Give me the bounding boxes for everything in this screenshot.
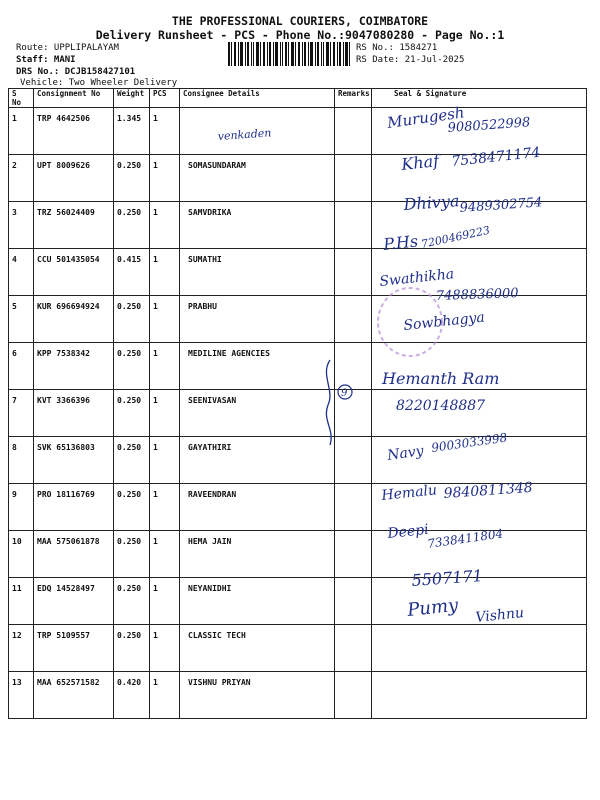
row-weight: 0.250 — [114, 155, 150, 202]
row-weight: 0.250 — [114, 484, 150, 531]
row-remarks — [335, 343, 372, 390]
runsheet-table — [8, 88, 587, 719]
remarks-mark: 9 — [341, 388, 348, 399]
row-remarks — [335, 390, 372, 437]
row-sno: 4 — [9, 249, 34, 296]
table-row — [9, 625, 587, 672]
row-signature — [372, 390, 587, 437]
row-weight: 1.345 — [114, 108, 150, 155]
row-pcs: 1 — [150, 343, 180, 390]
row-remarks — [335, 484, 372, 531]
row-sno: 6 — [9, 343, 34, 390]
col-pcs-header: PCS — [150, 89, 180, 108]
row-pcs: 1 — [150, 437, 180, 484]
row-consignment: SVK 65136803 — [34, 437, 114, 484]
phone-row4: 7200469223 — [419, 223, 492, 251]
row-sno: 3 — [9, 202, 34, 249]
row-signature — [372, 531, 587, 578]
signature-row9: Navy — [386, 443, 425, 464]
row-remarks — [335, 531, 372, 578]
signature-row6: Sowbhagya — [402, 309, 486, 334]
table-row — [9, 578, 587, 625]
signature-row12: 5507171 — [410, 566, 484, 590]
row-consignee — [180, 108, 335, 155]
table-row — [9, 390, 587, 437]
signature-row11: Deepi — [386, 521, 430, 542]
row-sno: 10 — [9, 531, 34, 578]
row-sno: 13 — [9, 672, 34, 719]
company-title: THE PROFESSIONAL COURIERS, COIMBATORE — [171, 14, 429, 28]
row-remarks — [335, 625, 372, 672]
row-signature — [372, 625, 587, 672]
col-weight-header: Weight — [114, 89, 150, 108]
col-consignee-header: Consignee Details — [180, 89, 335, 108]
row-consignee: CLASSIC TECH — [180, 625, 335, 672]
phone-row5: 7488836000 — [435, 286, 519, 304]
row-remarks — [335, 296, 372, 343]
signature-row5: Swathikha — [378, 266, 455, 290]
runsheet-subtitle: Delivery Runsheet - PCS - Phone No.:9047080280 - Page No.:1 — [95, 28, 505, 42]
row-consignment: KVT 3366396 — [34, 390, 114, 437]
row-consignment: TRZ 56024409 — [34, 202, 114, 249]
vehicle-label: Vehicle: Two Wheeler Delivery — [20, 78, 178, 88]
signature-row7: Hemanth Ram — [382, 369, 500, 388]
row-pcs: 1 — [150, 108, 180, 155]
row-consignee: NEYANIDHI — [180, 578, 335, 625]
row-signature — [372, 343, 587, 390]
row-remarks — [335, 108, 372, 155]
row-pcs: 1 — [150, 249, 180, 296]
phone-row3: 9489302754 — [459, 195, 543, 216]
row-consignee: SOMASUNDARAM — [180, 155, 335, 202]
col-remarks-header: Remarks — [335, 89, 372, 108]
row-weight: 0.415 — [114, 249, 150, 296]
table-row — [9, 296, 587, 343]
row-signature — [372, 249, 587, 296]
table-row — [9, 672, 587, 719]
rs-number: RS No.: 1584271 — [356, 43, 438, 53]
drs-number: DRS No.: DCJB158427101 — [16, 67, 136, 77]
row-sno: 1 — [9, 108, 34, 155]
signature-row1: Murugesh — [386, 103, 466, 132]
table-row — [9, 202, 587, 249]
row-consignment: KUR 696694924 — [34, 296, 114, 343]
row-consignee: MEDILINE AGENCIES — [180, 343, 335, 390]
row-sno: 12 — [9, 625, 34, 672]
row-consignment: MAA 575061878 — [34, 531, 114, 578]
row-weight: 0.250 — [114, 531, 150, 578]
row-sno: 11 — [9, 578, 34, 625]
signature-row2: Khaf — [400, 151, 440, 174]
signature-row3: Dhivya — [402, 191, 461, 214]
row-remarks — [335, 578, 372, 625]
row-pcs: 1 — [150, 484, 180, 531]
route-label: Route: UPPLIPALAYAM — [16, 43, 119, 53]
row-pcs: 1 — [150, 531, 180, 578]
phone-row7: 8220148887 — [396, 398, 486, 414]
table-row — [9, 155, 587, 202]
row-consignee: PRABHU — [180, 296, 335, 343]
row-sno: 9 — [9, 484, 34, 531]
row-remarks — [335, 202, 372, 249]
phone-row10: 9840811348 — [443, 479, 534, 502]
row-remarks — [335, 672, 372, 719]
row-consignee: HEMA JAIN — [180, 531, 335, 578]
row-pcs: 1 — [150, 672, 180, 719]
rs-date: RS Date: 21-Jul-2025 — [356, 55, 465, 65]
row-pcs: 1 — [150, 625, 180, 672]
row-weight: 0.250 — [114, 625, 150, 672]
table-row — [9, 531, 587, 578]
table-row — [9, 108, 587, 155]
row-remarks — [335, 249, 372, 296]
table-row — [9, 484, 587, 531]
row-signature — [372, 296, 587, 343]
col-sno-header: S No — [9, 89, 34, 108]
row-weight: 0.250 — [114, 296, 150, 343]
row-signature — [372, 155, 587, 202]
row-consignment: TRP 4642506 — [34, 108, 114, 155]
table-header-row — [9, 89, 587, 108]
row-consignment: UPT 8009626 — [34, 155, 114, 202]
row-sno: 7 — [9, 390, 34, 437]
barcode — [228, 42, 350, 66]
signature-row10: Hemalu — [380, 482, 438, 504]
row-consignee: GAYATHIRI — [180, 437, 335, 484]
phone-row11: 7338411804 — [426, 526, 505, 551]
table-row — [9, 343, 587, 390]
phone-row1: 9080522998 — [447, 115, 531, 136]
col-consignment-header: Consignment No — [34, 89, 114, 108]
phone-row2: 7538471174 — [450, 144, 542, 170]
row-consignee: VISHNU PRIYAN — [180, 672, 335, 719]
row-sno: 2 — [9, 155, 34, 202]
row-signature — [372, 437, 587, 484]
row-consignment: EDQ 14528497 — [34, 578, 114, 625]
row-signature — [372, 202, 587, 249]
row-consignment: MAA 652571582 — [34, 672, 114, 719]
signature-row13: Pumy — [406, 594, 460, 621]
row-consignment: KPP 7538342 — [34, 343, 114, 390]
row-weight: 0.250 — [114, 202, 150, 249]
signature-row13-name: Vishnu — [474, 604, 525, 626]
handwritten-consignee: venkaden — [217, 126, 272, 143]
row-signature — [372, 578, 587, 625]
row-consignee: SEENIVASAN — [180, 390, 335, 437]
row-consignee: RAVEENDRAN — [180, 484, 335, 531]
row-weight: 0.250 — [114, 343, 150, 390]
row-consignee: SAMVDRIKA — [180, 202, 335, 249]
row-remarks — [335, 155, 372, 202]
phone-row9: 9003033998 — [430, 430, 509, 455]
row-signature — [372, 108, 587, 155]
row-weight: 0.250 — [114, 437, 150, 484]
row-pcs: 1 — [150, 202, 180, 249]
row-sno: 5 — [9, 296, 34, 343]
row-pcs: 1 — [150, 390, 180, 437]
row-consignment: PRO 18116769 — [34, 484, 114, 531]
row-weight: 0.250 — [114, 390, 150, 437]
row-pcs: 1 — [150, 296, 180, 343]
row-pcs: 1 — [150, 578, 180, 625]
row-consignment: TRP 5109557 — [34, 625, 114, 672]
row-consignment: CCU 501435054 — [34, 249, 114, 296]
row-sno: 8 — [9, 437, 34, 484]
table-row — [9, 249, 587, 296]
row-pcs: 1 — [150, 155, 180, 202]
signature-row4: P.Hs — [382, 231, 420, 254]
staff-label: Staff: MANI — [16, 55, 76, 65]
col-signature-header: Seal & Signature — [372, 89, 587, 108]
row-signature — [372, 672, 587, 719]
row-weight: 0.250 — [114, 578, 150, 625]
row-signature — [372, 484, 587, 531]
row-remarks — [335, 437, 372, 484]
row-consignee: SUMATHI — [180, 249, 335, 296]
table-row — [9, 437, 587, 484]
row-weight: 0.420 — [114, 672, 150, 719]
